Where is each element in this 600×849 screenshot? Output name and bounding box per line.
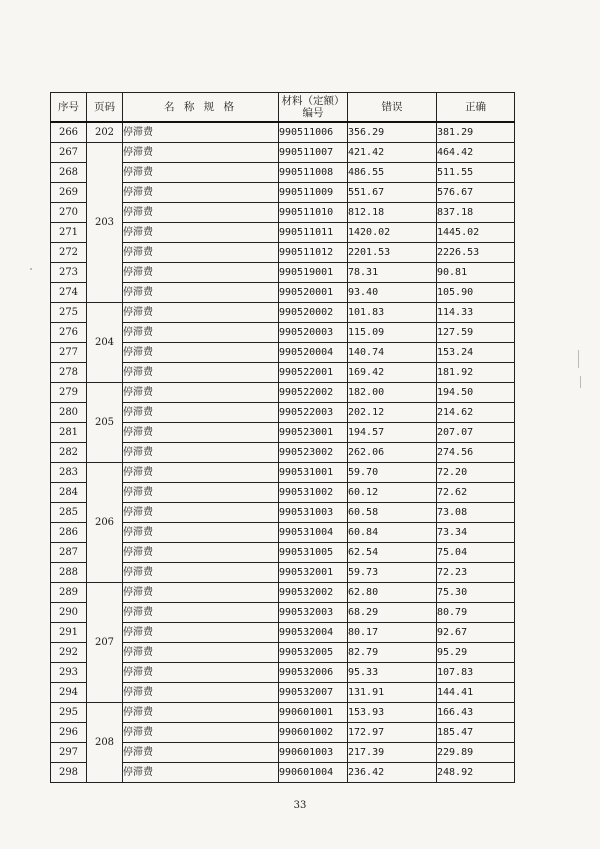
row-name: 停滞费: [123, 623, 279, 643]
row-name: 停滞费: [123, 163, 279, 183]
row-code: 990532005: [279, 643, 348, 663]
row-page: 205: [87, 383, 123, 463]
row-code: 990522001: [279, 363, 348, 383]
row-seq: 273: [51, 263, 87, 283]
row-wrong-value: 262.06: [348, 443, 437, 463]
header-name-text: 名 称 规 格: [163, 101, 237, 113]
row-wrong-value: 60.12: [348, 483, 437, 503]
table-row: [51, 303, 515, 323]
row-name: 停滞费: [123, 603, 279, 623]
row-name: 停滞费: [123, 443, 279, 463]
row-correct-value: 576.67: [437, 183, 515, 203]
row-code: 990601004: [279, 763, 348, 783]
row-wrong-value: 217.39: [348, 743, 437, 763]
table-row: [51, 143, 515, 163]
row-correct-value: 207.07: [437, 423, 515, 443]
row-code: 990531002: [279, 483, 348, 503]
row-page: 206: [87, 463, 123, 583]
row-wrong-value: 60.84: [348, 523, 437, 543]
row-wrong-value: 172.97: [348, 723, 437, 743]
row-seq: 276: [51, 323, 87, 343]
row-seq: 290: [51, 603, 87, 623]
row-correct-value: 72.23: [437, 563, 515, 583]
row-name: 停滞费: [123, 563, 279, 583]
row-wrong-value: 551.67: [348, 183, 437, 203]
row-page: 204: [87, 303, 123, 383]
row-code: 990531001: [279, 463, 348, 483]
row-wrong-value: 236.42: [348, 763, 437, 783]
row-name: 停滞费: [123, 122, 279, 143]
row-wrong-value: 169.42: [348, 363, 437, 383]
scan-speck: [578, 350, 579, 368]
row-wrong-value: 82.79: [348, 643, 437, 663]
row-code: 990520003: [279, 323, 348, 343]
row-correct-value: 73.08: [437, 503, 515, 523]
row-name: 停滞费: [123, 503, 279, 523]
header-name: [123, 93, 279, 123]
header-right: 正确: [437, 93, 515, 123]
row-wrong-value: 80.17: [348, 623, 437, 643]
row-correct-value: 72.62: [437, 483, 515, 503]
row-correct-value: 105.90: [437, 283, 515, 303]
row-name: 停滞费: [123, 463, 279, 483]
row-wrong-value: 95.33: [348, 663, 437, 683]
row-correct-value: 107.83: [437, 663, 515, 683]
row-name: 停滞费: [123, 743, 279, 763]
row-name: 停滞费: [123, 383, 279, 403]
row-correct-value: 214.62: [437, 403, 515, 423]
header-page: 页码: [87, 93, 123, 123]
header-code: [279, 93, 348, 123]
row-correct-value: 114.33: [437, 303, 515, 323]
row-wrong-value: 2201.53: [348, 243, 437, 263]
row-wrong-value: 115.09: [348, 323, 437, 343]
row-name: 停滞费: [123, 763, 279, 783]
row-correct-value: 75.04: [437, 543, 515, 563]
row-correct-value: 166.43: [437, 703, 515, 723]
row-correct-value: 75.30: [437, 583, 515, 603]
row-seq: 269: [51, 183, 87, 203]
row-seq: 275: [51, 303, 87, 323]
row-code: 990601002: [279, 723, 348, 743]
row-seq: 270: [51, 203, 87, 223]
row-seq: 286: [51, 523, 87, 543]
table-row: [51, 583, 515, 603]
row-correct-value: 274.56: [437, 443, 515, 463]
row-correct-value: 92.67: [437, 623, 515, 643]
row-seq: 271: [51, 223, 87, 243]
row-seq: 280: [51, 403, 87, 423]
row-correct-value: 144.41: [437, 683, 515, 703]
row-correct-value: 1445.02: [437, 223, 515, 243]
row-page: 207: [87, 583, 123, 703]
row-name: 停滞费: [123, 583, 279, 603]
row-name: 停滞费: [123, 243, 279, 263]
row-code: 990532002: [279, 583, 348, 603]
row-name: 停滞费: [123, 343, 279, 363]
row-wrong-value: 1420.02: [348, 223, 437, 243]
row-correct-value: 80.79: [437, 603, 515, 623]
row-name: 停滞费: [123, 543, 279, 563]
row-seq: 296: [51, 723, 87, 743]
row-code: 990531005: [279, 543, 348, 563]
row-name: 停滞费: [123, 703, 279, 723]
row-code: 990511010: [279, 203, 348, 223]
row-correct-value: 837.18: [437, 203, 515, 223]
row-name: 停滞费: [123, 183, 279, 203]
header-wrong: 错误: [348, 93, 437, 123]
row-wrong-value: 486.55: [348, 163, 437, 183]
table-row: [51, 463, 515, 483]
row-wrong-value: 68.29: [348, 603, 437, 623]
row-seq: 292: [51, 643, 87, 663]
row-correct-value: 464.42: [437, 143, 515, 163]
row-name: 停滞费: [123, 663, 279, 683]
row-correct-value: 153.24: [437, 343, 515, 363]
row-code: 990523001: [279, 423, 348, 443]
row-code: 990511012: [279, 243, 348, 263]
row-code: 990531004: [279, 523, 348, 543]
row-wrong-value: 140.74: [348, 343, 437, 363]
row-seq: 272: [51, 243, 87, 263]
row-code: 990520002: [279, 303, 348, 323]
row-seq: 291: [51, 623, 87, 643]
row-correct-value: 511.55: [437, 163, 515, 183]
row-correct-value: 181.92: [437, 363, 515, 383]
row-seq: 298: [51, 763, 87, 783]
row-wrong-value: 62.54: [348, 543, 437, 563]
row-correct-value: 185.47: [437, 723, 515, 743]
row-correct-value: 381.29: [437, 122, 515, 143]
table-body: [51, 122, 515, 783]
row-wrong-value: 60.58: [348, 503, 437, 523]
row-name: 停滞费: [123, 203, 279, 223]
row-wrong-value: 202.12: [348, 403, 437, 423]
row-code: 990511007: [279, 143, 348, 163]
row-name: 停滞费: [123, 363, 279, 383]
row-seq: 285: [51, 503, 87, 523]
row-wrong-value: 356.29: [348, 122, 437, 143]
row-name: 停滞费: [123, 303, 279, 323]
row-correct-value: 194.50: [437, 383, 515, 403]
header-code-line2: 编号: [302, 107, 324, 119]
row-correct-value: 248.92: [437, 763, 515, 783]
row-page: 208: [87, 703, 123, 783]
row-seq: 294: [51, 683, 87, 703]
row-code: 990532001: [279, 563, 348, 583]
row-correct-value: 229.89: [437, 743, 515, 763]
row-page: 202: [87, 122, 123, 143]
row-wrong-value: 421.42: [348, 143, 437, 163]
row-wrong-value: 93.40: [348, 283, 437, 303]
table-row: [51, 703, 515, 723]
row-wrong-value: 194.57: [348, 423, 437, 443]
scan-speck: [30, 268, 32, 270]
row-correct-value: 95.29: [437, 643, 515, 663]
row-name: 停滞费: [123, 263, 279, 283]
row-name: 停滞费: [123, 483, 279, 503]
row-wrong-value: 812.18: [348, 203, 437, 223]
row-name: 停滞费: [123, 643, 279, 663]
row-wrong-value: 59.70: [348, 463, 437, 483]
scan-speck: [580, 376, 581, 388]
row-code: 990522003: [279, 403, 348, 423]
row-seq: 277: [51, 343, 87, 363]
row-name: 停滞费: [123, 523, 279, 543]
row-wrong-value: 59.73: [348, 563, 437, 583]
row-seq: 297: [51, 743, 87, 763]
page-number: 33: [293, 800, 307, 811]
row-correct-value: 73.34: [437, 523, 515, 543]
row-name: 停滞费: [123, 323, 279, 343]
row-code: 990532006: [279, 663, 348, 683]
row-page: 203: [87, 143, 123, 303]
row-seq: 281: [51, 423, 87, 443]
row-seq: 282: [51, 443, 87, 463]
row-name: 停滞费: [123, 723, 279, 743]
row-seq: 288: [51, 563, 87, 583]
row-seq: 293: [51, 663, 87, 683]
table-row: [51, 383, 515, 403]
row-code: 990532003: [279, 603, 348, 623]
row-correct-value: 127.59: [437, 323, 515, 343]
row-code: 990519001: [279, 263, 348, 283]
row-seq: 279: [51, 383, 87, 403]
row-seq: 278: [51, 363, 87, 383]
row-seq: 287: [51, 543, 87, 563]
row-code: 990520001: [279, 283, 348, 303]
row-code: 990511009: [279, 183, 348, 203]
row-code: 990511006: [279, 122, 348, 143]
row-correct-value: 90.81: [437, 263, 515, 283]
row-wrong-value: 62.80: [348, 583, 437, 603]
row-code: 990601003: [279, 743, 348, 763]
row-code: 990511008: [279, 163, 348, 183]
row-name: 停滞费: [123, 683, 279, 703]
row-seq: 267: [51, 143, 87, 163]
row-seq: 295: [51, 703, 87, 723]
table-row: [51, 122, 515, 143]
row-wrong-value: 182.00: [348, 383, 437, 403]
row-name: 停滞费: [123, 403, 279, 423]
row-seq: 289: [51, 583, 87, 603]
row-correct-value: 2226.53: [437, 243, 515, 263]
row-wrong-value: 131.91: [348, 683, 437, 703]
row-seq: 284: [51, 483, 87, 503]
row-wrong-value: 153.93: [348, 703, 437, 723]
row-correct-value: 72.20: [437, 463, 515, 483]
row-seq: 268: [51, 163, 87, 183]
header-seq: 序号: [51, 93, 87, 123]
row-code: 990520004: [279, 343, 348, 363]
row-code: 990531003: [279, 503, 348, 523]
row-code: 990522002: [279, 383, 348, 403]
row-name: 停滞费: [123, 423, 279, 443]
row-name: 停滞费: [123, 283, 279, 303]
row-seq: 283: [51, 463, 87, 483]
row-wrong-value: 78.31: [348, 263, 437, 283]
header-code-line1: 材料（定额）: [281, 95, 345, 107]
table-header-row: [51, 93, 515, 123]
row-code: 990511011: [279, 223, 348, 243]
row-name: 停滞费: [123, 143, 279, 163]
row-code: 990532004: [279, 623, 348, 643]
row-seq: 274: [51, 283, 87, 303]
row-wrong-value: 101.83: [348, 303, 437, 323]
row-seq: 266: [51, 122, 87, 143]
row-code: 990601001: [279, 703, 348, 723]
errata-table: [50, 92, 515, 783]
row-code: 990532007: [279, 683, 348, 703]
row-code: 990523002: [279, 443, 348, 463]
row-name: 停滞费: [123, 223, 279, 243]
